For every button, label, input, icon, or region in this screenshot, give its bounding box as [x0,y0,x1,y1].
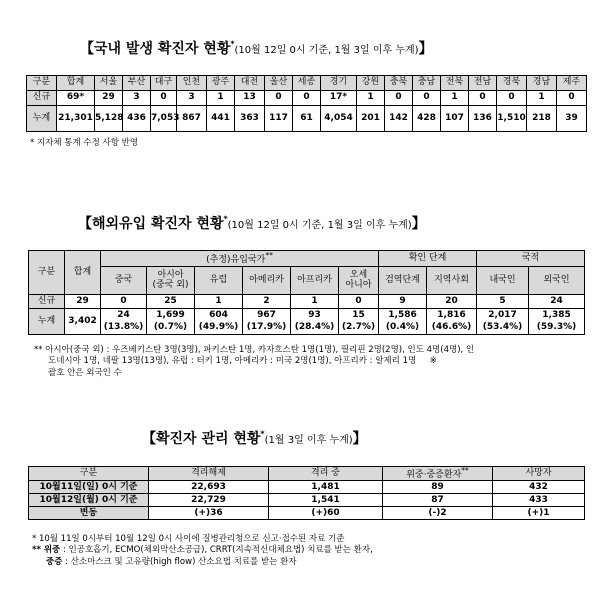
overseas-header-confirm: 확인 단계 [379,251,477,267]
overseas-cell: 0 [339,295,379,309]
management-table [28,466,585,520]
overseas-total-cell: 29 [65,295,101,309]
domestic-cell: 21,301 [57,106,95,132]
domestic-cell: 0 [557,91,587,106]
domestic-cell: 39 [557,106,587,132]
overseas-subheader-cell: 외국인 [529,267,585,295]
overseas-subheader-cell: 중국 [101,267,147,295]
management-header-row [29,467,585,481]
overseas-subheader-cell: 내국인 [477,267,529,295]
domestic-cumulative-row [27,106,587,132]
domestic-cell: 117 [265,106,293,132]
domestic-cell: 4,054 [321,106,357,132]
domestic-header-cell: 전남 [469,76,497,91]
domestic-header-cell: 전북 [441,76,469,91]
management-header-cell: 위중·중증환자** [383,467,493,481]
domestic-header-cell: 경북 [497,76,527,91]
overseas-cell: 1,586 [379,309,427,322]
overseas-cell: 2,017 [477,309,529,322]
domestic-footnote: * 지자체 통계 수정 사항 반영 [30,138,139,148]
management-cell: 1,541 [269,494,383,507]
overseas-subheader-cell: 아프리카 [291,267,339,295]
domestic-cell: 436 [123,106,151,132]
domestic-cell: 218 [527,106,557,132]
management-header-cell: 격리해제 [149,467,269,481]
management-cell: 22,693 [149,481,269,494]
overseas-subtitle: (10월 12일 0시 기준, 1월 3일 이후 누계) [227,220,412,231]
domestic-cell: 441 [207,106,235,132]
domestic-header-cell: 울산 [265,76,293,91]
domestic-cell: 61 [293,106,321,132]
domestic-header-cell: 충북 [385,76,413,91]
overseas-cell: 1,385 [529,309,585,322]
overseas-percent-cell: (46.6%) [427,322,477,335]
domestic-cell: 0 [293,91,321,106]
overseas-heading: 【해외유입 확진자 현황*(10월 12일 0시 기준, 1월 3일 이후 누계)】 [78,214,426,232]
domestic-cell: 0 [265,91,293,106]
domestic-header-cell: 부산 [123,76,151,91]
overseas-cell: 9 [379,295,427,309]
domestic-cell: 867 [177,106,207,132]
domestic-cell: 107 [441,106,469,132]
domestic-cell: 0 [497,91,527,106]
overseas-percent-cell: (17.9%) [243,322,291,335]
domestic-header-row [27,76,587,91]
domestic-cell: 7,053 [151,106,177,132]
domestic-header-cell: 광주 [207,76,235,91]
overseas-total-cell: 3,402 [65,309,101,335]
domestic-header-cell: 인천 [177,76,207,91]
overseas-new-row [29,295,585,309]
management-notes: * 10월 11일 0시부터 10월 12일 0시 사이에 질병관리청으로 신고·접수된 자료 기준 ** 위중 : 인공호흡기, ECMO(체외막산소공급), CRRT(지속적신대체요법) 치료를 받는 환자, 중증 : 산소마스크 및 고유량(high flow) 산소요법 치료를 받는 환자 [32,534,373,567]
domestic-cell: 0 [413,91,441,106]
overseas-percent-cell: (49.9%) [195,322,243,335]
domestic-cell: 29 [95,91,123,106]
management-heading: 【확진자 관리 현황*(1월 3일 이후 누계)】 [142,429,367,447]
overseas-group-header-row [29,251,585,267]
domestic-cell: 3 [123,91,151,106]
management-title: 확진자 관리 현황 [156,431,261,447]
domestic-cell: 1 [527,91,557,106]
overseas-percent-cell: (28.4%) [291,322,339,335]
domestic-table [26,75,587,132]
domestic-new-row [27,91,587,106]
domestic-heading: 【국내 발생 확진자 현황*(10월 12일 0시 기준, 1월 3일 이후 누계)】 [80,39,433,57]
management-header-cell: 사망자 [493,467,585,481]
domestic-cell: 13 [235,91,265,106]
domestic-cell: 363 [235,106,265,132]
domestic-header-cell: 강원 [357,76,385,91]
domestic-cell: 201 [357,106,385,132]
domestic-cell: 69* [57,91,95,106]
overseas-subheader-cell: 오세 아니아 [339,267,379,295]
overseas-cell: 93 [291,309,339,322]
domestic-header-cell: 대전 [235,76,265,91]
domestic-cell: 17* [321,91,357,106]
management-header-cell: 격리 중 [269,467,383,481]
overseas-subheader-cell: 유럽 [195,267,243,295]
management-cell: (-)2 [383,507,493,520]
domestic-cell: 0 [151,91,177,106]
domestic-title: 국내 발생 확진자 현황 [94,41,231,57]
overseas-table [28,250,585,335]
domestic-header-cell: 합계 [57,76,95,91]
domestic-row-label: 신규 [27,91,57,106]
domestic-cell: 1 [207,91,235,106]
overseas-cell: 5 [477,295,529,309]
overseas-title: 해외유입 확진자 현황 [92,216,224,232]
overseas-cell: 20 [427,295,477,309]
domestic-cell: 3 [177,91,207,106]
overseas-note: ** 아시아(중국 외) : 우즈베키스탄 3명(3명), 파키스탄 1명, 카자흐스탄 1명(1명), 필리핀 2명(2명), 인도 4명(4명), 인 도네시아 1명, 네팔 13명(13명), 유럽 : 터키 1명, 아메리카 : 미국 2명(1명), 아프리카 : 알제리 1명 ※ 괄호 안은 외국인 수 [34,345,475,378]
overseas-cell: 1,699 [147,309,195,322]
management-subtitle: (1월 3일 이후 누계) [264,435,353,446]
overseas-header-gubun: 구분 [29,251,65,295]
management-row-oct12 [29,494,585,507]
domestic-cell: 142 [385,106,413,132]
overseas-cell: 24 [101,309,147,322]
management-cell: 1,481 [269,481,383,494]
management-cell: (+)36 [149,507,269,520]
management-row-label: 10월11일(일) 0시 기준 [29,481,149,494]
domestic-cell: 1,510 [497,106,527,132]
management-cell: 89 [383,481,493,494]
domestic-header-cell: 구분 [27,76,57,91]
management-cell: 432 [493,481,585,494]
domestic-header-cell: 세종 [293,76,321,91]
overseas-cell: 2 [243,295,291,309]
domestic-header-cell: 경기 [321,76,357,91]
domestic-cell: 5,128 [95,106,123,132]
domestic-cell: 1 [441,91,469,106]
management-cell: 87 [383,494,493,507]
overseas-percent-cell: (53.4%) [477,322,529,335]
overseas-percent-cell: (0.7%) [147,322,195,335]
domestic-header-cell: 대구 [151,76,177,91]
overseas-cell: 1,816 [427,309,477,322]
overseas-cell: 967 [243,309,291,322]
domestic-cell: 0 [385,91,413,106]
management-header-cell: 구분 [29,467,149,481]
domestic-header-cell: 서울 [95,76,123,91]
overseas-subheader-row [29,267,585,295]
overseas-percent-row [29,322,585,335]
management-cell: 22,729 [149,494,269,507]
overseas-header-nation: 국적 [477,251,585,267]
management-cell: (+)60 [269,507,383,520]
management-row-label: 10월12일(월) 0시 기준 [29,494,149,507]
management-cell: (+)1 [493,507,585,520]
overseas-percent-cell: (0.4%) [379,322,427,335]
overseas-percent-cell: (2.7%) [339,322,379,335]
domestic-header-cell: 충남 [413,76,441,91]
domestic-cell: 136 [469,106,497,132]
overseas-row-label: 누계 [29,309,65,335]
management-cell: 433 [493,494,585,507]
domestic-row-label: 누계 [27,106,57,132]
management-row-oct11 [29,481,585,494]
overseas-header-total: 합계 [65,251,101,295]
domestic-cell: 1 [357,91,385,106]
overseas-subheader-cell: 검역단계 [379,267,427,295]
overseas-cell: 15 [339,309,379,322]
overseas-subheader-cell: 지역사회 [427,267,477,295]
domestic-subtitle: (10월 12일 0시 기준, 1월 3일 이후 누계) [234,45,419,56]
overseas-cell: 0 [101,295,147,309]
overseas-subheader-cell: 아메리카 [243,267,291,295]
domestic-cell: 0 [469,91,497,106]
overseas-percent-cell: (59.3%) [529,322,585,335]
overseas-percent-cell: (13.8%) [101,322,147,335]
overseas-header-origin: (추정)유입국가** [101,251,379,267]
overseas-cell: 24 [529,295,585,309]
overseas-cell: 1 [195,295,243,309]
management-row-change [29,507,585,520]
overseas-cell: 604 [195,309,243,322]
overseas-subheader-cell: 아시아 (중국 외) [147,267,195,295]
domestic-header-cell: 경남 [527,76,557,91]
domestic-header-cell: 제주 [557,76,587,91]
overseas-row-label: 신규 [29,295,65,309]
domestic-cell: 428 [413,106,441,132]
overseas-cumulative-row [29,309,585,322]
management-row-label: 변동 [29,507,149,520]
overseas-cell: 25 [147,295,195,309]
overseas-cell: 1 [291,295,339,309]
